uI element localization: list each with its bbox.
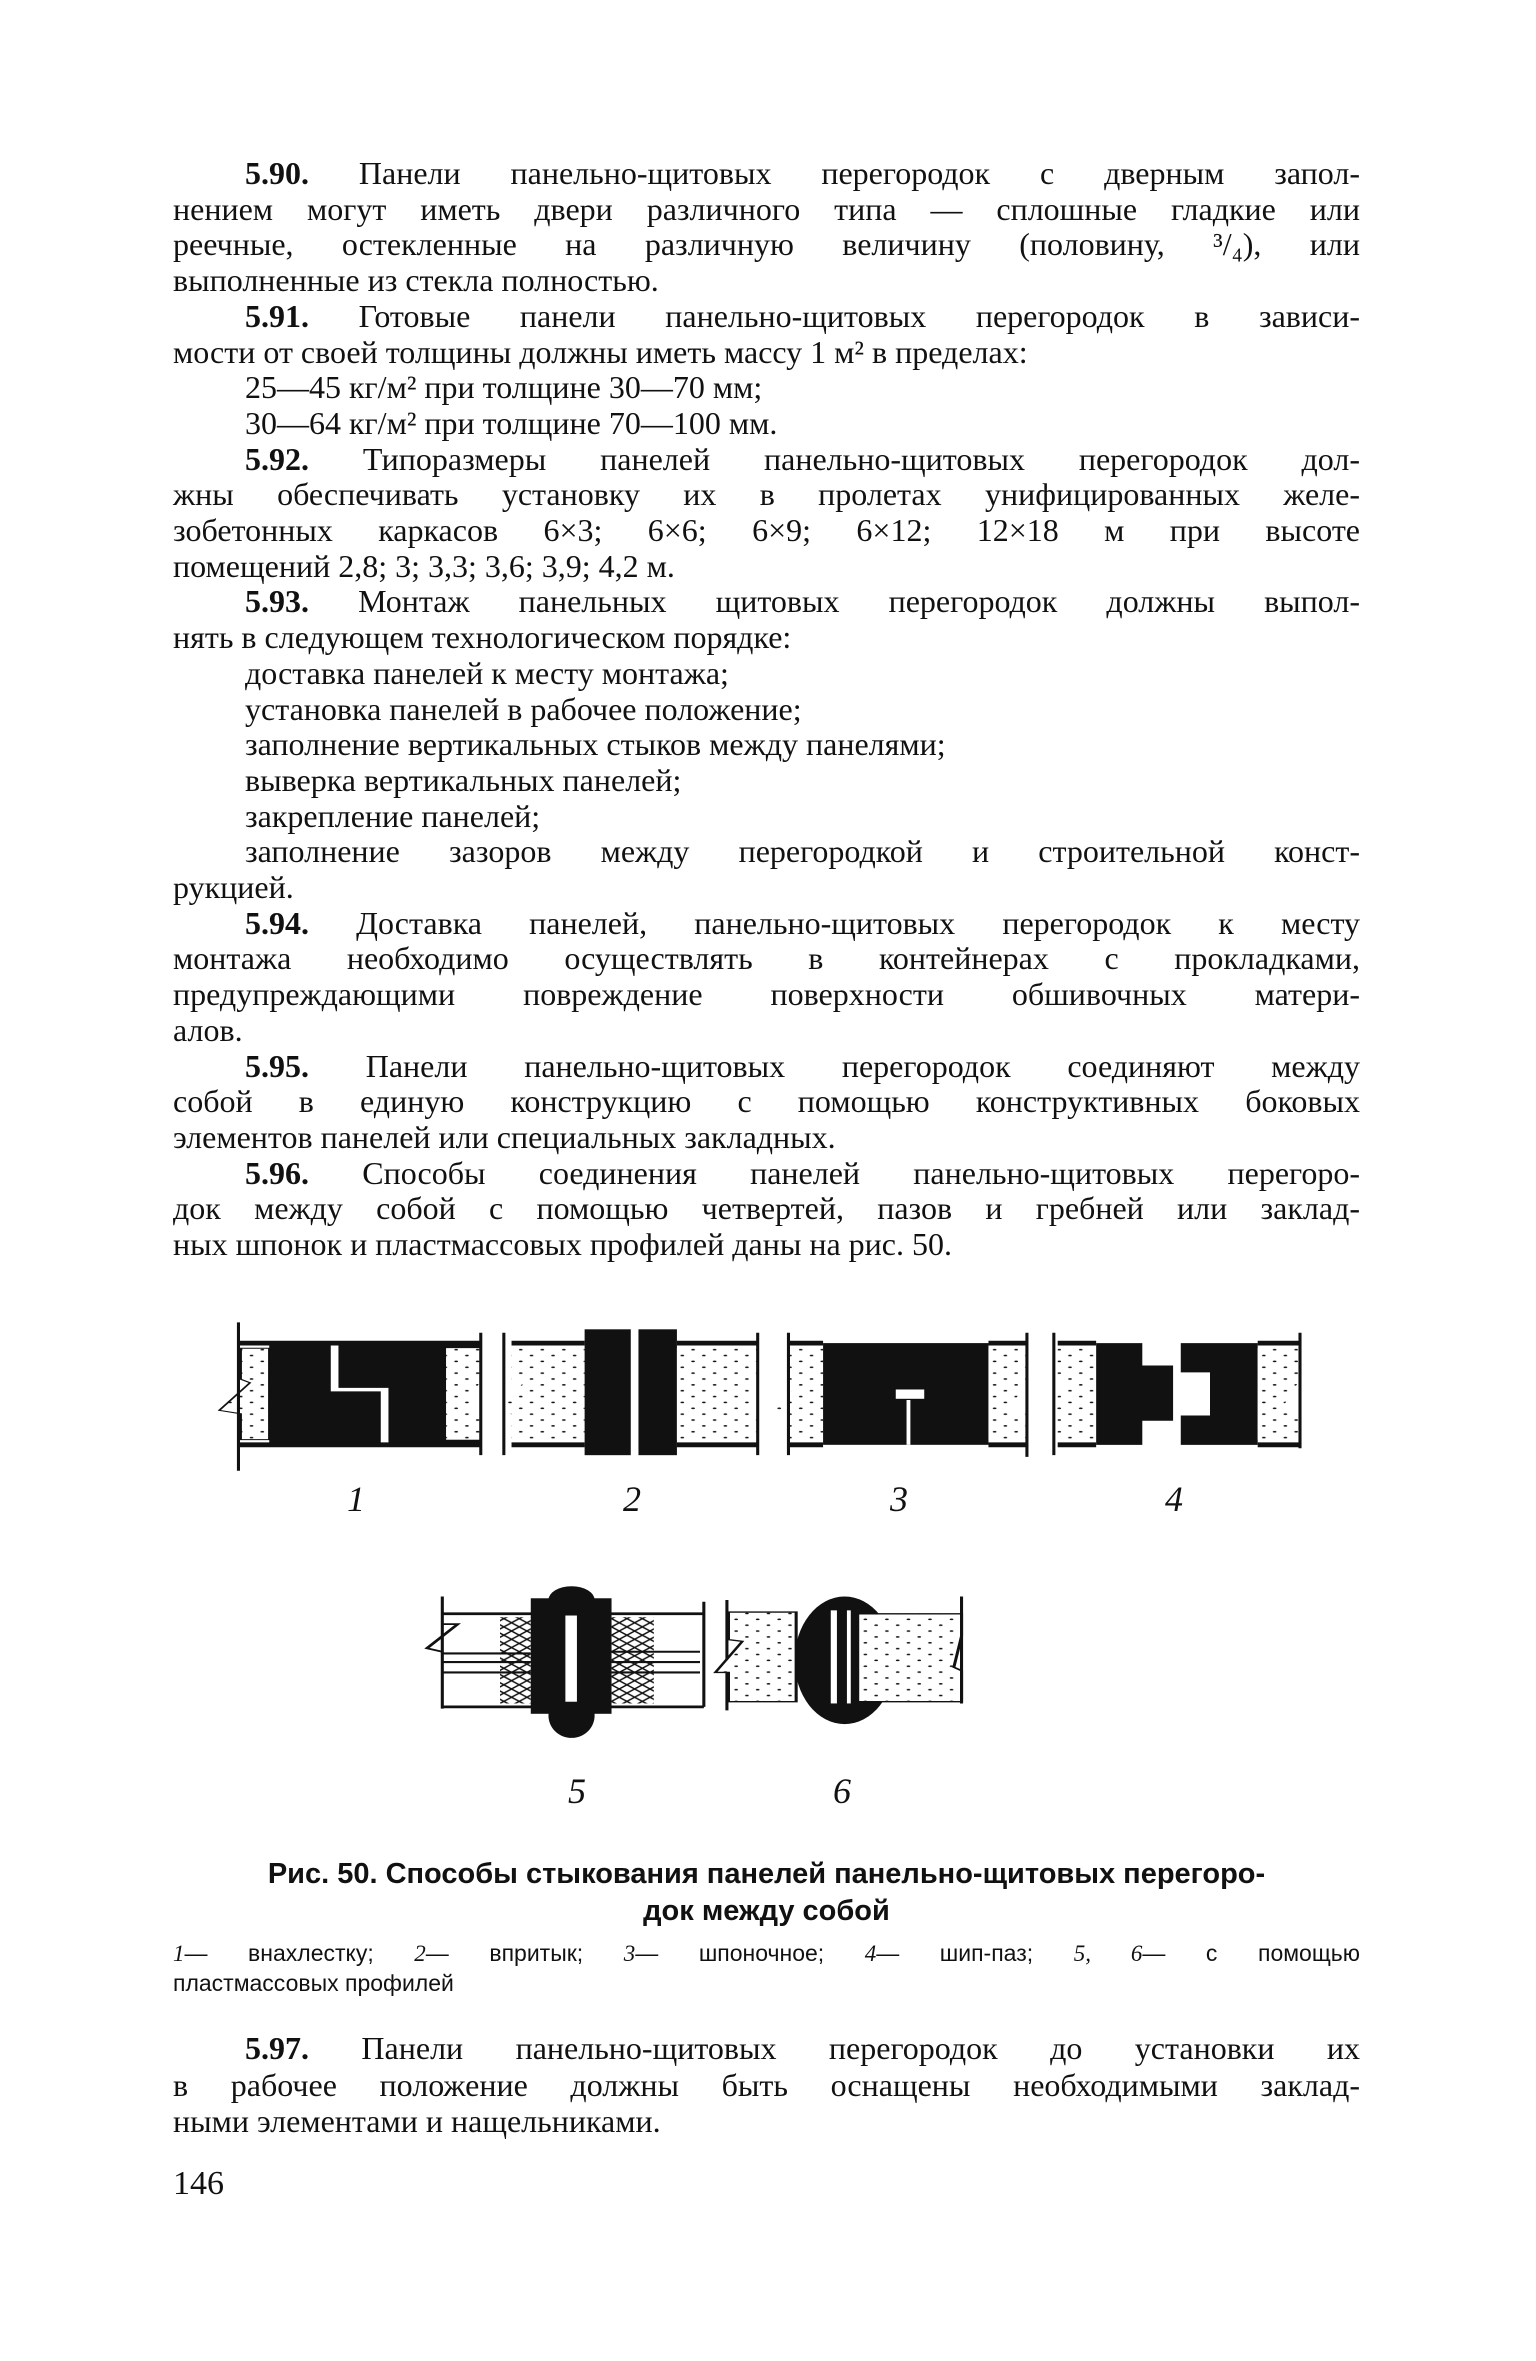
- line-text: 25—45 кг/м² при толщине 30—70 мм;: [245, 369, 763, 406]
- figure-label-5: 5: [568, 1771, 586, 1811]
- line-text: Типоразмеры панелей панельно-щитовых перегородок дол-: [362, 440, 1361, 477]
- line-text: собой в единую конструкцию с помощью конструктивных боковых: [173, 1083, 1360, 1120]
- line-text: Монтаж панельных щитовых перегородок должны выпол-: [358, 583, 1361, 620]
- text-line: [245, 905, 1360, 941]
- text-line: [173, 619, 1360, 655]
- joint-3-key: [773, 1343, 1027, 1445]
- figure-label-3: 3: [890, 1479, 908, 1519]
- text-line: [245, 441, 1360, 477]
- line-text: нять в следующем технологическом порядке:: [173, 619, 792, 656]
- line-text: установка панелей в рабочее положение;: [245, 690, 802, 727]
- joint-2-butt: [500, 1329, 758, 1455]
- text-line: [173, 334, 1360, 370]
- figure-caption-line-2: док между собой: [643, 1895, 890, 1927]
- line-text: ными элементами и нащельниками.: [173, 2103, 661, 2139]
- text-line: [245, 1048, 1360, 1084]
- joint-1-lap: [219, 1343, 481, 1445]
- text-line: [245, 2030, 1360, 2066]
- text-line: [173, 548, 1360, 584]
- text-line: [245, 405, 1360, 441]
- text-line: [245, 1155, 1360, 1191]
- text-line: [245, 583, 1360, 619]
- text-line: [173, 869, 1360, 905]
- line-text: доставка панелей к месту монтажа;: [245, 654, 729, 691]
- clause-number: 5.90.: [245, 155, 309, 191]
- text-line: [245, 798, 1360, 834]
- line-text: нением могут иметь двери различного типа — сплошные гладкие или: [173, 190, 1360, 227]
- text-line: [245, 155, 1360, 191]
- clause-number: 5.94.: [245, 904, 309, 941]
- text-line: [173, 191, 1360, 227]
- figure-label-2: 2: [623, 1479, 641, 1519]
- line-text: Панели панельно-щитовых перегородок с дверным запол-: [358, 155, 1361, 191]
- line-text: помещений 2,8; 3; 3,3; 3,6; 3,9; 4,2 м.: [173, 547, 675, 584]
- line-text: выверка вертикальных панелей;: [245, 761, 682, 798]
- clause-number: 5.96.: [245, 1154, 309, 1191]
- text-line: [173, 940, 1360, 976]
- legend-item: 1— внахлестку;: [173, 1940, 374, 1966]
- text-line: [173, 226, 1360, 262]
- line-text: монтажа необходимо осуществлять в контейнерах с прокладками,: [173, 940, 1360, 977]
- legend-item: 2— впритык;: [414, 1940, 584, 1966]
- text-line: [173, 476, 1360, 512]
- text-line: [173, 2067, 1360, 2103]
- line-text: Панели панельно-щитовых перегородок до установки их: [361, 2030, 1361, 2066]
- line-text: Панели панельно-щитовых перегородок соединяют между: [365, 1047, 1361, 1084]
- text-line: [173, 1119, 1360, 1155]
- legend-item: 5, 6— с помощью: [1073, 1940, 1361, 1966]
- line-text: ных шпонок и пластмассовых профилей даны на рис. 50.: [173, 1226, 952, 1262]
- line-text: в рабочее положение должны быть оснащены необходимыми заклад-: [173, 2066, 1360, 2103]
- text-line: [245, 833, 1360, 869]
- text-line: [245, 691, 1360, 727]
- text-line: [245, 369, 1360, 405]
- line-text: алов.: [173, 1011, 243, 1048]
- clause-number: 5.91.: [245, 297, 309, 334]
- figure-label-1: 1: [347, 1479, 365, 1519]
- text-line: [245, 655, 1360, 691]
- line-text: заполнение зазоров между перегородкой и строительной конст-: [245, 833, 1360, 870]
- line-text: Способы соединения панелей панельно-щитовых перегоро-: [362, 1154, 1361, 1191]
- text-line: [173, 1083, 1360, 1119]
- text-line: [245, 726, 1360, 762]
- text-line: [245, 298, 1360, 334]
- line-text: мости от своей толщины должны иметь массу 1 м² в пределах:: [173, 333, 1028, 370]
- text-line: [173, 512, 1360, 548]
- page-number: 146: [173, 2165, 224, 2202]
- line-text: закрепление панелей;: [245, 797, 541, 834]
- clause-number: 5.97.: [245, 2030, 309, 2066]
- text-line: [173, 1226, 1360, 1262]
- clause-number: 5.92.: [245, 440, 309, 477]
- figure-label-4: 4: [1165, 1479, 1183, 1519]
- line-text: Доставка панелей, панельно-щитовых перегородок к месту: [356, 904, 1361, 941]
- text-line: [173, 262, 1360, 298]
- legend-item: 4— шип-паз;: [864, 1940, 1034, 1966]
- joint-5-plastic-profile: [427, 1586, 704, 1738]
- figure-legend-line-1: [173, 1938, 1360, 1969]
- clause-number: 5.95.: [245, 1047, 309, 1084]
- line-text: рукцией.: [173, 869, 294, 905]
- line-text: предупреждающими повреждение поверхности обшивочных матери-: [173, 976, 1360, 1013]
- line-text: реечные, остекленные на различную величину (половину, ³/₄), или: [173, 226, 1360, 263]
- clause-number: 5.93.: [245, 583, 309, 620]
- joint-4-tongue-groove: [1046, 1343, 1300, 1445]
- text-line: [173, 1012, 1360, 1048]
- line-text: Готовые панели панельно-щитовых перегородок в зависи-: [358, 297, 1361, 334]
- line-text: 30—64 кг/м² при толщине 70—100 мм.: [245, 404, 778, 441]
- line-text: док между собой с помощью четвертей, пазов и гребней или заклад-: [173, 1190, 1360, 1227]
- text-line: [173, 1190, 1360, 1226]
- figure-legend-line-2: пластмассовых профилей: [173, 1970, 454, 1996]
- line-text: элементов панелей или специальных закладных.: [173, 1118, 836, 1155]
- figure-label-6: 6: [833, 1771, 851, 1811]
- line-text: зобетонных каркасов 6×3; 6×6; 6×9; 6×12; 12×18 м при высоте: [173, 512, 1360, 548]
- figure-50-joints: [150, 1300, 1350, 1850]
- text-line: [173, 976, 1360, 1012]
- line-text: выполненные из стекла полностью.: [173, 262, 659, 299]
- line-text: жны обеспечивать установку их в пролетах унифицированных желе-: [173, 476, 1360, 513]
- legend-item: 3— шпоночное;: [623, 1940, 825, 1966]
- line-text: заполнение вертикальных стыков между панелями;: [245, 726, 946, 763]
- text-line: [245, 762, 1360, 798]
- joint-6-plastic-profile: [715, 1597, 961, 1725]
- text-line: [173, 2103, 1360, 2139]
- figure-caption-line-1: Рис. 50. Способы стыкования панелей панельно-щитовых перегоро-: [267, 1858, 1266, 1890]
